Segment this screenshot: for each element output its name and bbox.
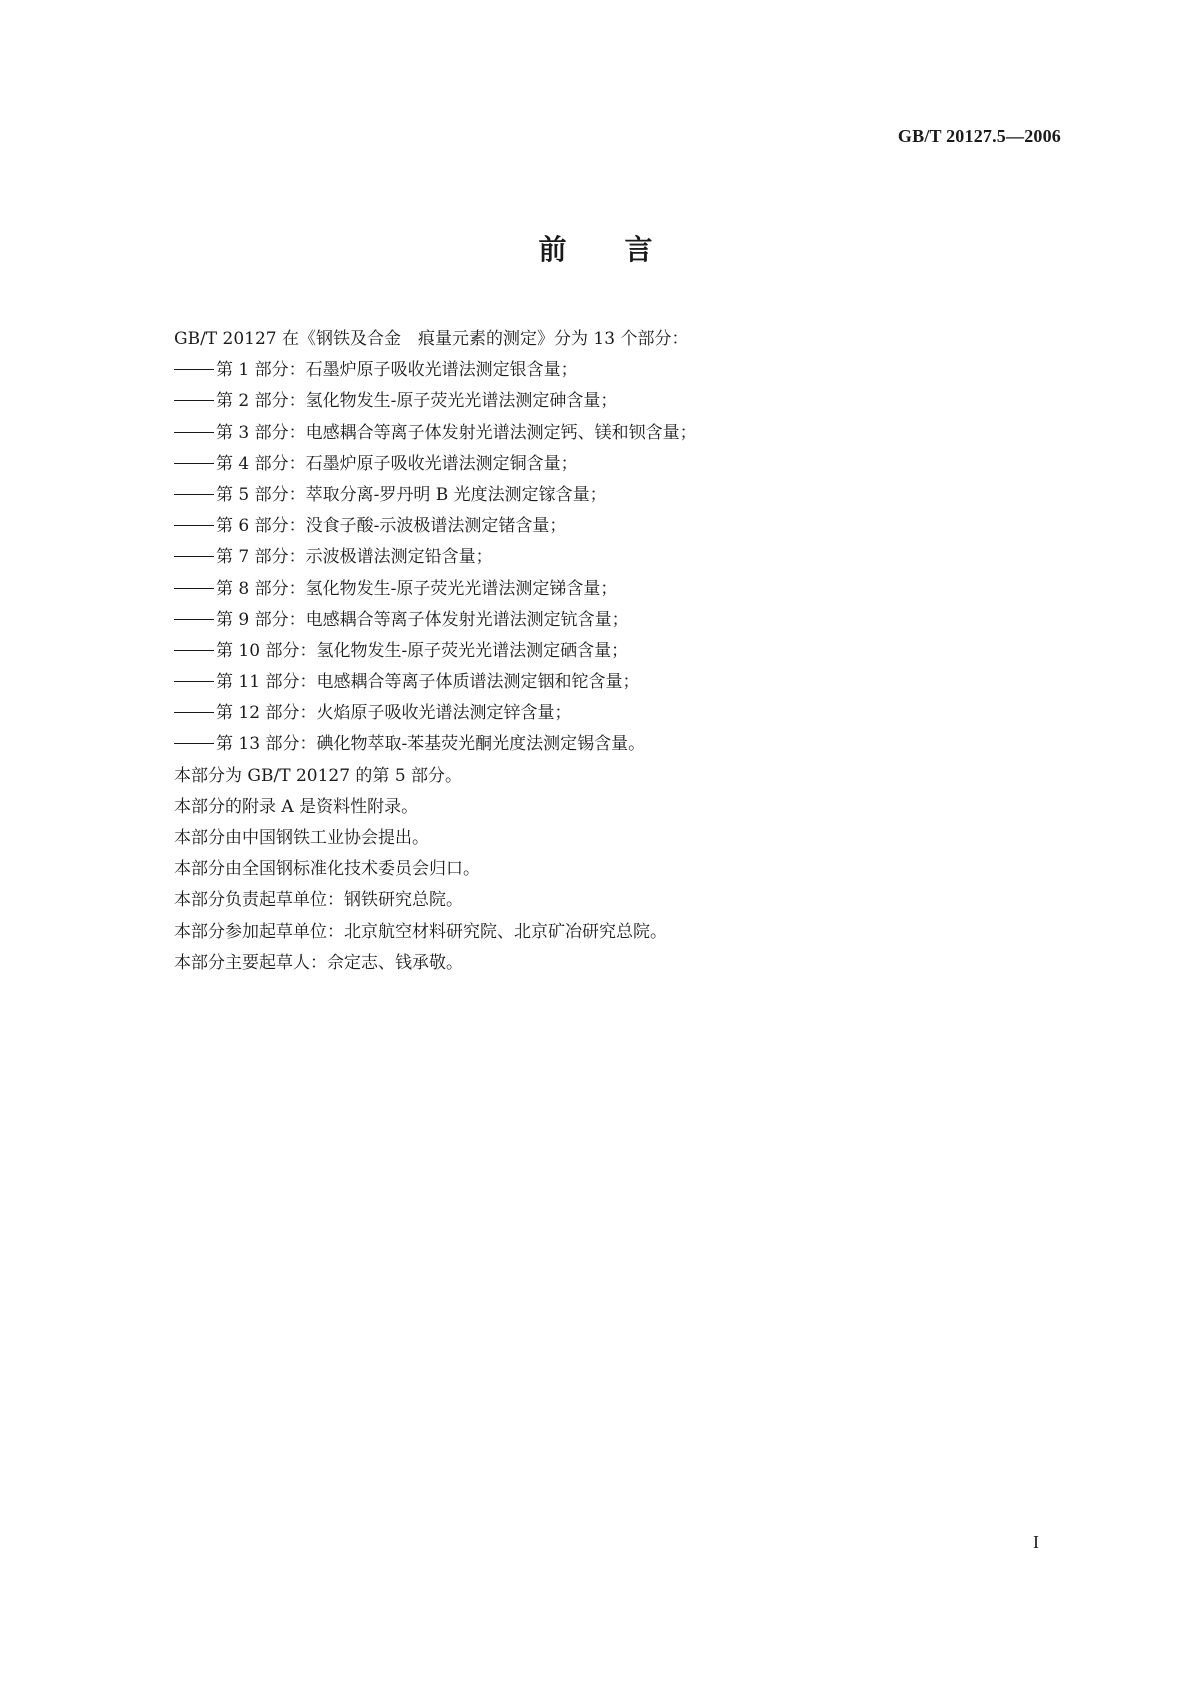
part-list-item-text: 第 4 部分：石墨炉原子吸收光谱法测定铜含量； [216, 453, 578, 474]
part-list-item-text: 第 10 部分：氢化物发生-原子荧光光谱法测定硒含量； [216, 640, 629, 661]
part-list-item-text: 第 5 部分：萃取分离-罗丹明 B 光度法测定镓含量； [216, 484, 607, 505]
part-list-item-text: 第 2 部分：氢化物发生-原子荧光光谱法测定砷含量； [216, 391, 618, 412]
part-list-item-text: 第 3 部分：电感耦合等离子体发射光谱法测定钙、镁和钡含量； [216, 422, 697, 443]
part-list-item-text: 第 12 部分：火焰原子吸收光谱法测定锌含量； [216, 703, 572, 724]
note-paragraph: 本部分为 GB/T 20127 的第 5 部分。 [174, 765, 463, 786]
part-list-item-text: 第 13 部分：碘化物萃取-苯基荧光酮光度法测定锡含量。 [216, 734, 646, 755]
part-list-item [174, 355, 1054, 386]
page-title-char-1: 前 [538, 233, 567, 266]
part-list-item [174, 698, 1054, 729]
part-list-item [174, 636, 1054, 667]
part-list-item [174, 386, 1054, 417]
part-list-item-text: 第 11 部分：电感耦合等离子体质谱法测定铟和铊含量； [216, 672, 640, 693]
part-list-item [174, 542, 1054, 573]
part-list-item [174, 449, 1054, 480]
part-list-item-text: 第 9 部分：电感耦合等离子体发射光谱法测定钪含量； [216, 609, 629, 630]
page-title-char-2: 言 [624, 233, 653, 266]
standard-code: GB/T 20127.5—2006 [897, 126, 1061, 146]
note-paragraph: 本部分参加起草单位：北京航空材料研究院、北京矿冶研究总院。 [174, 921, 667, 942]
part-list-item [174, 480, 1054, 511]
page-number: I [1033, 1532, 1039, 1552]
note-paragraph: 本部分由全国钢标准化技术委员会归口。 [174, 859, 480, 880]
note-paragraph: 本部分的附录 A 是资料性附录。 [174, 796, 419, 817]
part-list-item [174, 729, 1054, 760]
intro-paragraph: GB/T 20127 在《钢铁及合金 痕量元素的测定》分为 13 个部分： [174, 329, 689, 349]
part-list-item [174, 511, 1054, 542]
part-list-item [174, 574, 1054, 605]
part-list-item-text: 第 8 部分：氢化物发生-原子荧光光谱法测定锑含量； [216, 578, 618, 599]
part-list-item [174, 605, 1054, 636]
foreword-body [174, 324, 1054, 979]
note-paragraph: 本部分主要起草人：佘定志、钱承敬。 [174, 952, 463, 973]
note-paragraph: 本部分由中国钢铁工业协会提出。 [174, 828, 429, 848]
part-list-item-text: 第 1 部分：石墨炉原子吸收光谱法测定银含量； [216, 360, 578, 381]
part-list-item-text: 第 6 部分：没食子酸-示波极谱法测定锗含量； [216, 516, 567, 537]
part-list-item-text: 第 7 部分：示波极谱法测定铅含量； [216, 547, 493, 568]
part-list-item [174, 418, 1054, 449]
page-title [0, 228, 1191, 268]
part-list-item [174, 667, 1054, 698]
note-paragraph: 本部分负责起草单位：钢铁研究总院。 [174, 890, 463, 911]
